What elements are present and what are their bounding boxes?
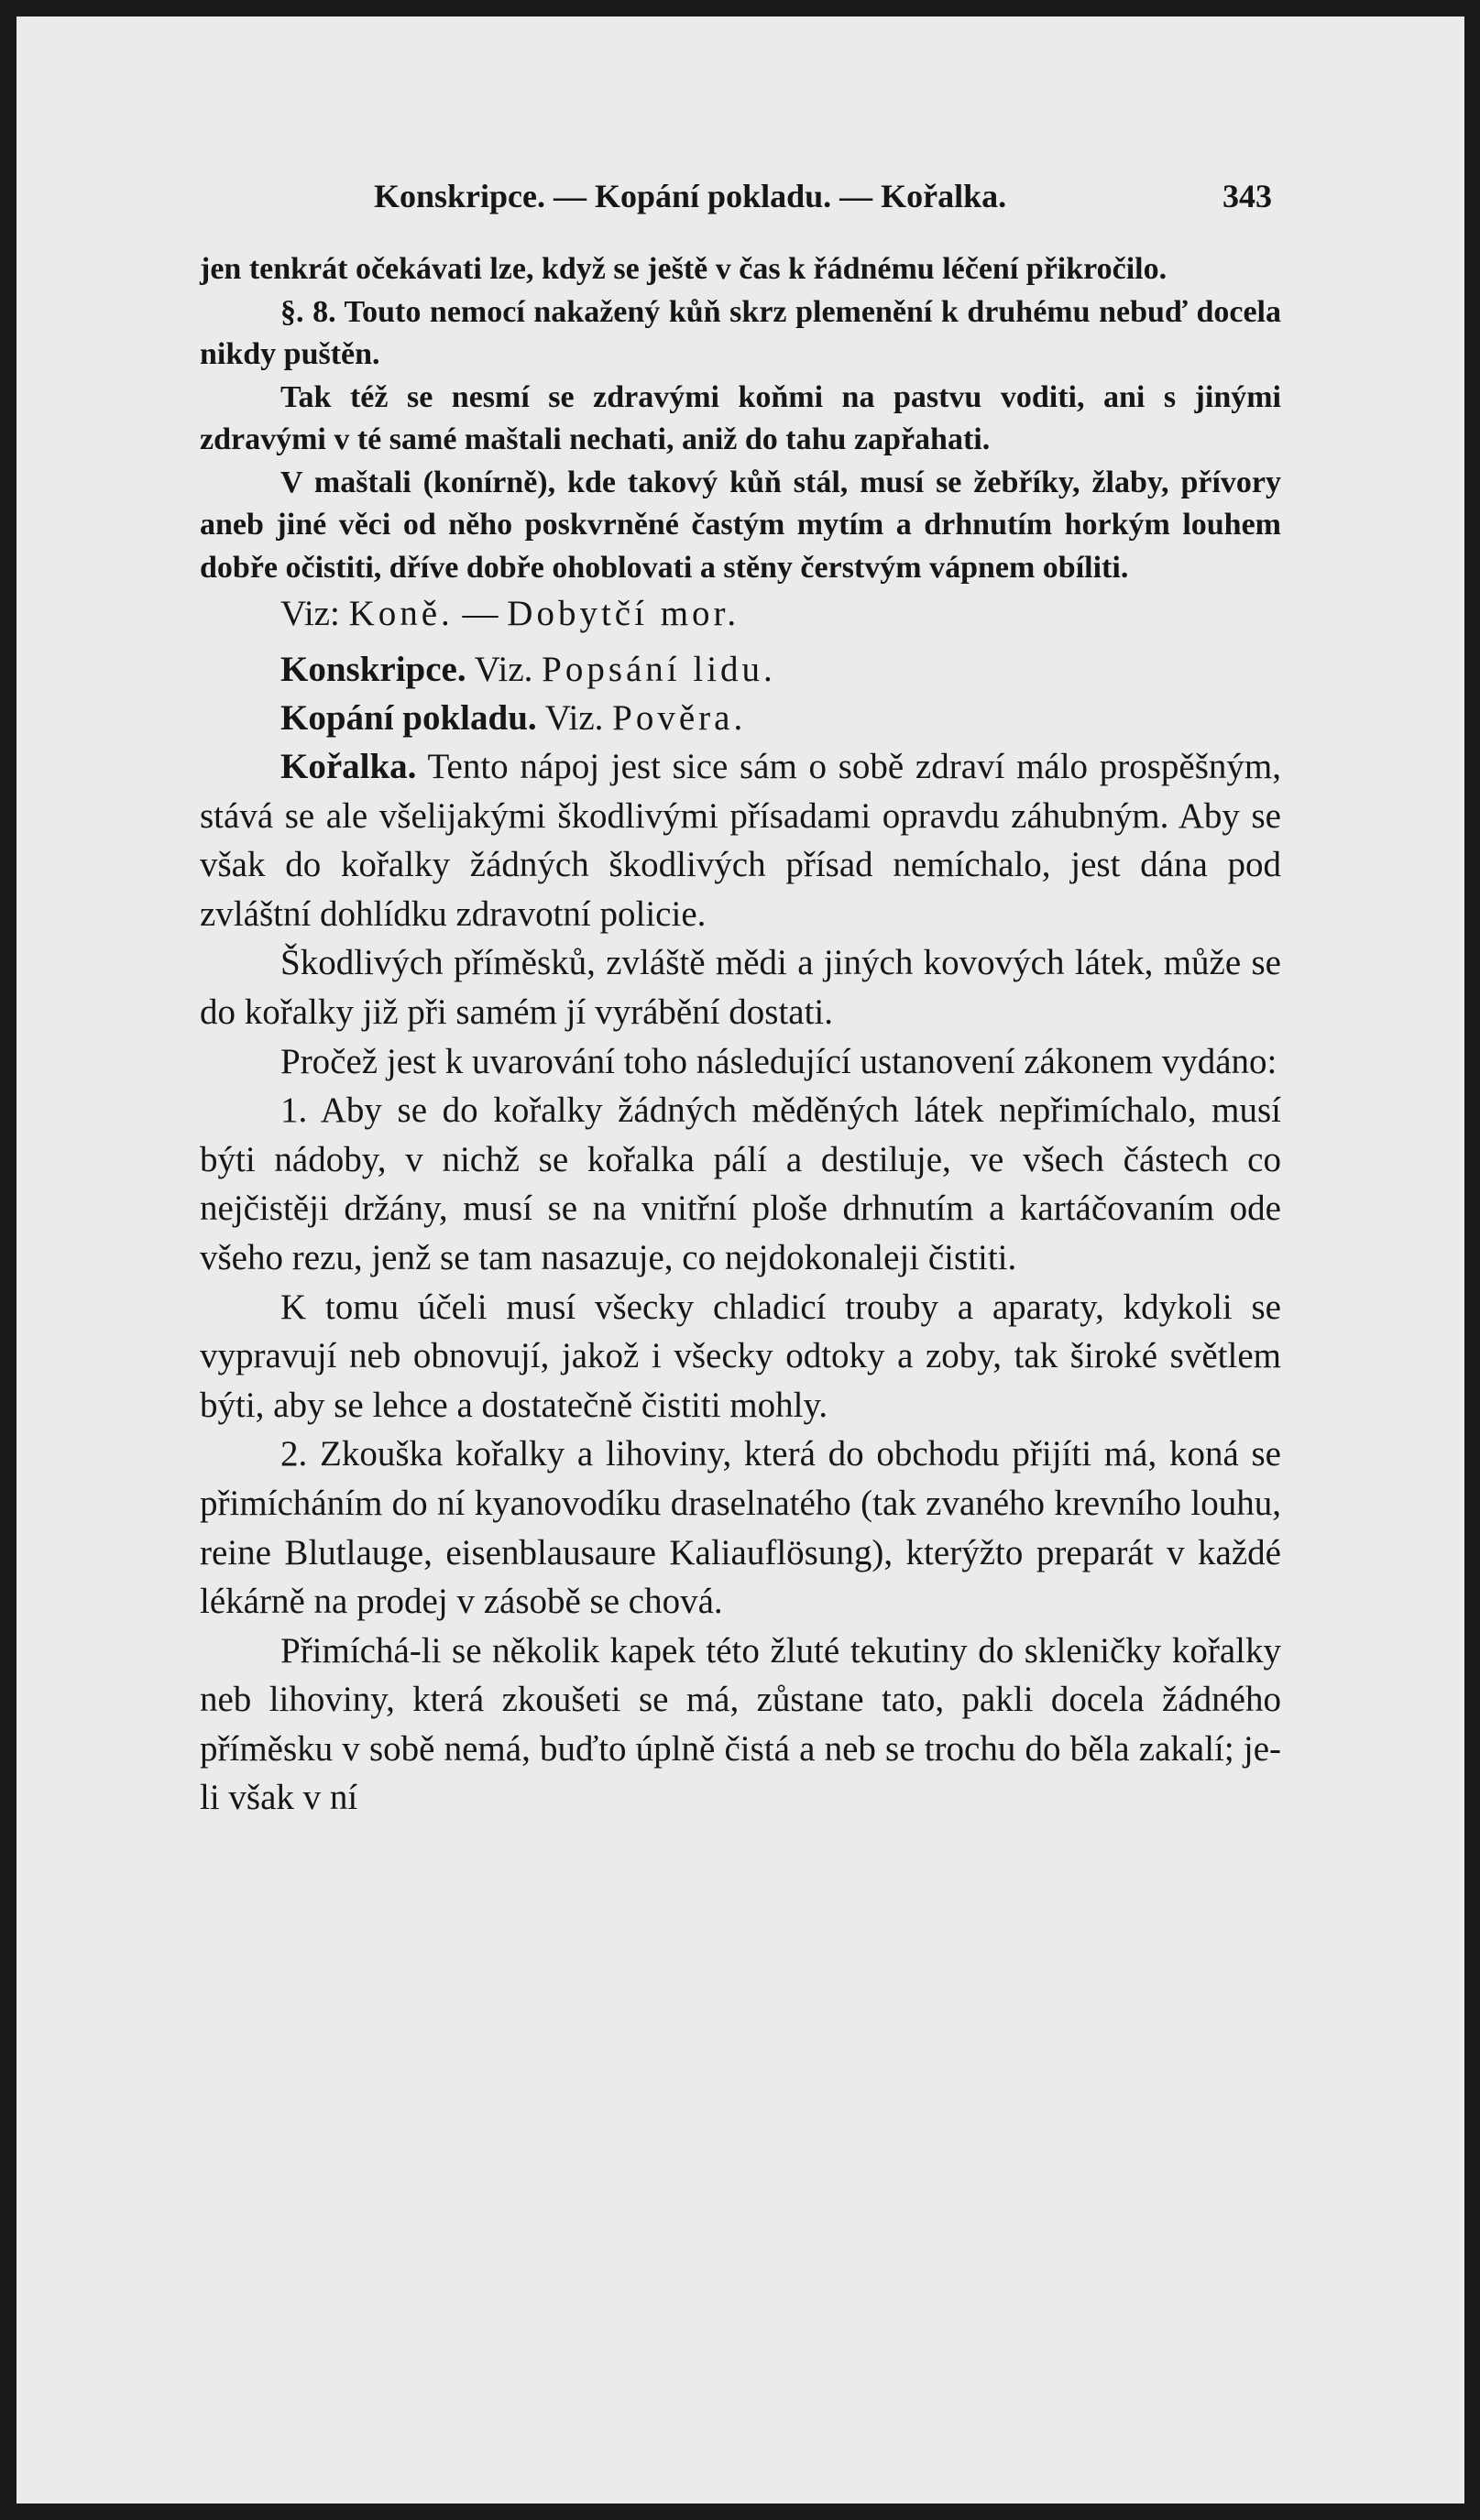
see-label: Viz.: [474, 650, 533, 689]
paragraph: V maštali (konírně), kde takový kůň stál, musí se žebříky, žlaby, přívory aneb jiné věci od něho poskvrněné častým mytím a drhnutím horkým louhem dobře očistiti, dříve dobře ohoblovati a stěny čerstvým vápnem obíliti.: [200, 465, 1281, 585]
book-page: [16, 16, 1464, 2504]
paragraph: jen tenkrát očekávati lze, když se ještě v čas k řádnému léčení přikročilo.: [200, 252, 1168, 286]
running-header: [200, 177, 1281, 223]
see-target: Popsání lidu.: [542, 650, 776, 689]
entry-text: Tento nápoj jest sice sám o sobě zdraví málo prospěšným, stává se ale všelijakými škodlivými přísadami opravdu záhubným. Aby se však do kořalky žádných škodlivých přísad nemíchalo, jest dána pod zvláštní dohlídku zdravotní policie.: [200, 747, 1282, 934]
entry-keyword: Konskripce.: [280, 650, 466, 689]
paragraph: Přimíchá-li se několik kapek této žluté tekutiny do skleničky kořalky neb lihoviny, která zkoušeti se má, zůstane tato, pakli docela žádného příměsku v sobě nemá, buďto úplně čistá a neb se trochu do běla zakalí; je-li však v ní: [200, 1630, 1281, 1818]
see-also-target: Koně.: [348, 594, 454, 633]
paragraph: 2. Zkouška kořalky a lihoviny, která do obchodu přijíti má, koná se přimícháním do ní kyanovodíku draselnatého (tak zvaného krevního louhu, reine Blutlauge, eisenblausaure Kaliauflösung), kterýžto preparát v každé lékárně na prodej v zásobě se chová.: [200, 1434, 1281, 1622]
see-also-label: Viz:: [280, 594, 340, 633]
paragraph: K tomu účeli musí všecky chladicí trouby a aparaty, kdykoli se vypravují neb obnovují, jakož i všecky odtoky a zoby, tak široké světlem býti, aby se lehce a dostatečně čistiti mohly.: [200, 1287, 1281, 1425]
running-title: Konskripce. — Kopání pokladu. — Kořalka.: [374, 178, 1007, 214]
see-also-line: [200, 589, 1281, 638]
entry-konskripce: [200, 645, 1281, 694]
entry-kopani-pokladu: [200, 694, 1281, 742]
dash: —: [462, 594, 499, 633]
entry-koralka: [200, 742, 1281, 938]
see-target: Pověra.: [612, 698, 747, 738]
entry-keyword: Kopání pokladu.: [280, 698, 537, 738]
paragraph: 1. Aby se do kořalky žádných měděných látek nepřimíchalo, musí býti nádoby, v nichž se kořalka pálí a destiluje, ve všech částech co nejčistěji držány, musí se na vnitřní ploše drhnutím a kartáčovaním ode všeho rezu, jenž se tam nasazuje, co nejdokonaleji čistiti.: [200, 1090, 1281, 1277]
paragraph: Škodlivých příměsků, zvláště mědi a jiných kovových látek, může se do kořalky již při samém jí vyrábění dostati.: [200, 943, 1281, 1032]
see-label: Viz.: [544, 698, 604, 738]
see-also-target: Dobytčí mor.: [507, 594, 740, 633]
paragraph: §. 8. Touto nemocí nakažený kůň skrz plemenění k druhému nebuď docela nikdy puštěn.: [200, 294, 1281, 371]
page-number: 343: [1222, 178, 1272, 214]
page-text: [200, 177, 1281, 1823]
entry-keyword: Kořalka.: [280, 747, 417, 786]
paragraph: Tak též se nesmí se zdravými koňmi na pastvu voditi, ani s jinými zdravými v té samé maštali nechati, aniž do tahu zapřahati.: [200, 379, 1281, 456]
paragraph: Pročež jest k uvarování toho následující ustanovení zákonem vydáno:: [280, 1041, 1277, 1081]
